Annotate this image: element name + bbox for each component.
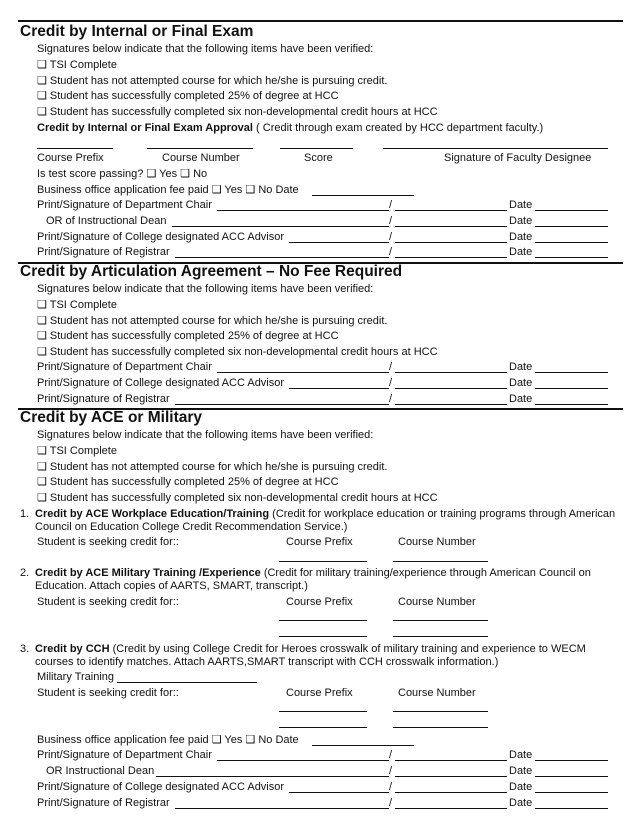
verification-intro: Signatures below indicate that the following items have been verified: — [37, 283, 374, 295]
dept-chair-name-line[interactable] — [217, 372, 389, 373]
date-label: Date — [509, 797, 533, 809]
dept-chair-name-line[interactable] — [217, 210, 389, 211]
acc-advisor-label: Print/Signature of College designated ACC Advisor — [37, 377, 285, 389]
date-line[interactable] — [535, 776, 608, 777]
course-number-label: Course Number — [398, 536, 476, 548]
date-line[interactable] — [535, 808, 608, 809]
col-faculty-signature: Signature of Faculty Designee — [444, 152, 592, 164]
acc-advisor-name-line[interactable] — [289, 792, 389, 793]
course-prefix-line[interactable] — [279, 711, 367, 712]
checkbox-not-attempted[interactable]: ❑ Student has not attempted course for which he/she is pursuing credit. — [37, 75, 388, 87]
date-label: Date — [509, 377, 533, 389]
date-label: Date — [509, 781, 533, 793]
course-prefix-line[interactable] — [279, 727, 367, 728]
checkbox-tsi-complete[interactable]: ❑ TSI Complete — [37, 299, 117, 311]
dean-name-line[interactable] — [156, 776, 389, 777]
acc-advisor-name-line[interactable] — [289, 242, 389, 243]
date-line[interactable] — [535, 792, 608, 793]
checkbox-completed-25[interactable]: ❑ Student has successfully completed 25% of degree at HCC — [37, 476, 339, 488]
course-number-line[interactable] — [393, 620, 488, 621]
military-training-line[interactable] — [117, 682, 257, 683]
date-line[interactable] — [535, 226, 608, 227]
registrar-name-line[interactable] — [175, 257, 389, 258]
fee-date-line[interactable] — [312, 745, 414, 746]
test-passing-question[interactable]: Is test score passing? ❑ Yes ❑ No — [37, 168, 208, 180]
date-label: Date — [509, 231, 533, 243]
course-prefix-line[interactable] — [279, 561, 367, 562]
date-line[interactable] — [535, 210, 608, 211]
checkbox-six-hours[interactable]: ❑ Student has successfully completed six non-developmental credit hours at HCC — [37, 492, 438, 504]
item-cch — [35, 643, 625, 669]
section-divider — [18, 20, 623, 22]
col-course-number: Course Number — [162, 152, 240, 164]
course-number-line[interactable] — [393, 561, 488, 562]
dept-chair-label: Print/Signature of Department Chair — [37, 199, 212, 211]
dept-chair-sig-line[interactable] — [395, 760, 507, 761]
course-prefix-line[interactable] — [37, 148, 113, 149]
checkbox-not-attempted[interactable]: ❑ Student has not attempted course for which he/she is pursuing credit. — [37, 461, 388, 473]
acc-advisor-sig-line[interactable] — [395, 388, 507, 389]
dept-chair-label: Print/Signature of Department Chair — [37, 749, 212, 761]
date-line[interactable] — [535, 760, 608, 761]
fee-paid-label[interactable]: Business office application fee paid ❑ Yes ❑ No Date — [37, 734, 299, 746]
date-label: Date — [509, 199, 533, 211]
dean-sig-line[interactable] — [395, 776, 507, 777]
checkbox-completed-25[interactable]: ❑ Student has successfully completed 25% of degree at HCC — [37, 90, 339, 102]
seeking-credit-label: Student is seeking credit for:: — [37, 687, 179, 699]
section-title-articulation: Credit by Articulation Agreement – No Fee Required — [20, 263, 403, 280]
checkbox-six-hours[interactable]: ❑ Student has successfully completed six non-developmental credit hours at HCC — [37, 106, 438, 118]
exam-approval-heading — [37, 122, 543, 135]
slash: / — [389, 361, 393, 373]
item-cch-title: Credit by CCH — [35, 643, 110, 655]
course-prefix-line[interactable] — [279, 636, 367, 637]
dept-chair-name-line[interactable] — [217, 760, 389, 761]
acc-advisor-sig-line[interactable] — [395, 792, 507, 793]
acc-advisor-label: Print/Signature of College designated ACC Advisor — [37, 231, 285, 243]
registrar-name-line[interactable] — [175, 404, 389, 405]
checkbox-not-attempted[interactable]: ❑ Student has not attempted course for which he/she is pursuing credit. — [37, 315, 388, 327]
checkbox-completed-25[interactable]: ❑ Student has successfully completed 25% of degree at HCC — [37, 330, 339, 342]
fee-date-line[interactable] — [312, 195, 414, 196]
col-course-prefix: Course Prefix — [37, 152, 104, 164]
acc-advisor-sig-line[interactable] — [395, 242, 507, 243]
registrar-name-line[interactable] — [175, 808, 389, 809]
registrar-label: Print/Signature of Registrar — [37, 393, 170, 405]
date-line[interactable] — [535, 388, 608, 389]
dean-label: OR of Instructional Dean — [46, 215, 167, 227]
registrar-label: Print/Signature of Registrar — [37, 246, 170, 258]
item-ace-military-title: Credit by ACE Military Training /Experience — [35, 567, 261, 579]
dept-chair-sig-line[interactable] — [395, 210, 507, 211]
item-ace-workplace-desc: (Credit for workplace education or training programs through American Council on Education College Credit Recommendation Service.) — [35, 508, 616, 533]
dept-chair-sig-line[interactable] — [395, 372, 507, 373]
slash: / — [389, 749, 393, 761]
item-number: 2. — [20, 567, 30, 579]
slash: / — [389, 199, 393, 211]
course-prefix-label: Course Prefix — [286, 596, 353, 608]
verification-intro: Signatures below indicate that the following items have been verified: — [37, 429, 374, 441]
slash: / — [389, 246, 393, 258]
section-title-internal-exam: Credit by Internal or Final Exam — [20, 23, 254, 40]
date-label: Date — [509, 215, 533, 227]
slash: / — [389, 215, 393, 227]
item-ace-military — [35, 567, 625, 593]
dean-name-line[interactable] — [172, 226, 389, 227]
date-label: Date — [509, 246, 533, 258]
item-ace-military-desc: (Credit for military training/experience through American Council on Education. Attach copies of AARTS, SMART, transcript.) — [35, 567, 591, 592]
faculty-signature-line[interactable] — [383, 148, 608, 149]
acc-advisor-name-line[interactable] — [289, 388, 389, 389]
dept-chair-label: Print/Signature of Department Chair — [37, 361, 212, 373]
acc-advisor-label: Print/Signature of College designated ACC Advisor — [37, 781, 285, 793]
slash: / — [389, 377, 393, 389]
course-number-label: Course Number — [398, 596, 476, 608]
checkbox-six-hours[interactable]: ❑ Student has successfully completed six non-developmental credit hours at HCC — [37, 346, 438, 358]
slash: / — [389, 231, 393, 243]
course-prefix-label: Course Prefix — [286, 536, 353, 548]
dean-label: OR Instructional Dean — [46, 765, 155, 777]
military-training-label: Military Training — [37, 671, 115, 683]
item-ace-workplace-title: Credit by ACE Workplace Education/Training — [35, 508, 270, 520]
exam-approval-note: ( Credit through exam created by HCC department faculty.) — [252, 122, 544, 134]
item-number: 3. — [20, 643, 30, 655]
item-ace-workplace — [35, 508, 625, 534]
checkbox-tsi-complete[interactable]: ❑ TSI Complete — [37, 445, 117, 457]
date-label: Date — [509, 393, 533, 405]
course-prefix-line[interactable] — [279, 620, 367, 621]
dean-sig-line[interactable] — [395, 226, 507, 227]
date-label: Date — [509, 361, 533, 373]
course-number-line[interactable] — [147, 148, 253, 149]
slash: / — [389, 393, 393, 405]
date-line[interactable] — [535, 404, 608, 405]
registrar-sig-line[interactable] — [395, 257, 507, 258]
slash: / — [389, 781, 393, 793]
date-label: Date — [509, 749, 533, 761]
col-score: Score — [304, 152, 333, 164]
exam-approval-bold: Credit by Internal or Final Exam Approval — [37, 122, 253, 134]
date-line[interactable] — [535, 257, 608, 258]
course-number-line[interactable] — [393, 636, 488, 637]
course-prefix-label: Course Prefix — [286, 687, 353, 699]
slash: / — [389, 797, 393, 809]
course-number-label: Course Number — [398, 687, 476, 699]
date-line[interactable] — [535, 372, 608, 373]
score-line[interactable] — [280, 148, 353, 149]
fee-paid-label[interactable]: Business office application fee paid ❑ Yes ❑ No Date — [37, 184, 299, 196]
section-title-ace-military: Credit by ACE or Military — [20, 409, 203, 426]
item-cch-desc: (Credit by using College Credit for Heroes crosswalk of military training and experience to WECM courses to identify matches. Attach AARTS,SMART transcript with CCH crosswalk information.) — [35, 643, 586, 668]
slash: / — [389, 765, 393, 777]
checkbox-tsi-complete[interactable]: ❑ TSI Complete — [37, 59, 117, 71]
item-number: 1. — [20, 508, 30, 520]
course-number-line[interactable] — [393, 711, 488, 712]
registrar-label: Print/Signature of Registrar — [37, 797, 170, 809]
registrar-sig-line[interactable] — [395, 404, 507, 405]
verification-intro: Signatures below indicate that the following items have been verified: — [37, 43, 374, 55]
date-line[interactable] — [535, 242, 608, 243]
seeking-credit-label: Student is seeking credit for:: — [37, 596, 179, 608]
seeking-credit-label: Student is seeking credit for:: — [37, 536, 179, 548]
registrar-sig-line[interactable] — [395, 808, 507, 809]
date-label: Date — [509, 765, 533, 777]
course-number-line[interactable] — [393, 727, 488, 728]
